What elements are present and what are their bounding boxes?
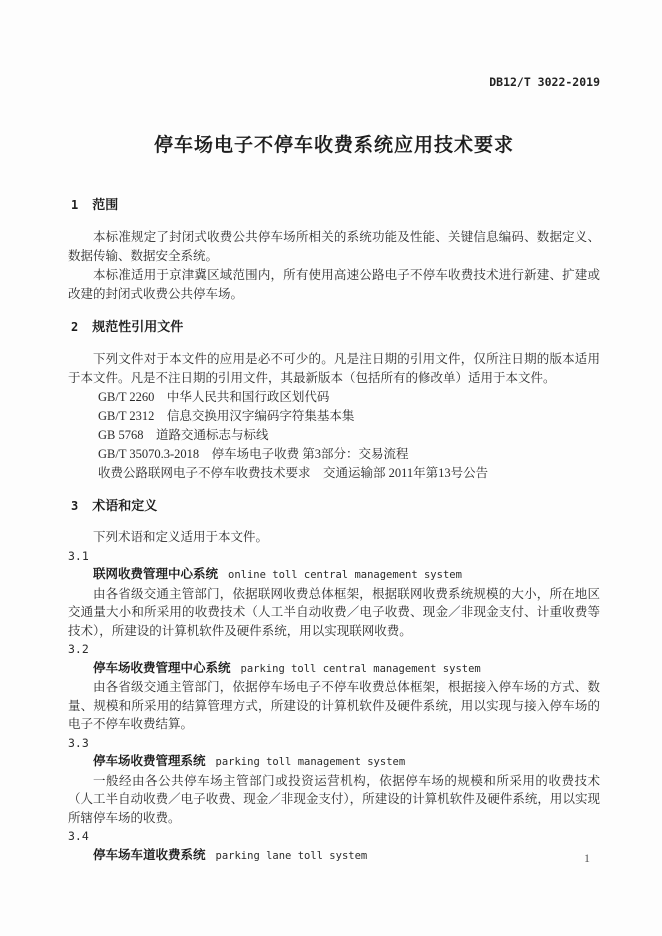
section-heading-scope — [68, 196, 600, 214]
term-number: 3.3 — [68, 735, 89, 750]
term-name-en: parking lane toll system — [215, 849, 368, 862]
term-heading — [68, 659, 600, 679]
term-number: 3.1 — [68, 548, 89, 563]
section-number: 2 — [71, 320, 79, 334]
term-name-en: parking toll management system — [215, 756, 406, 768]
section-heading-normative-refs — [68, 318, 600, 336]
scope-paragraph-1: 本标准规定了封闭式收费公共停车场所相关的系统功能及性能、关键信息编码、数据定义、数据传输、数据安全系统。 — [68, 230, 600, 263]
page-number: 1 — [584, 851, 590, 865]
term-name-en: online toll central management system — [228, 569, 462, 581]
section-title-text: 范围 — [92, 197, 119, 212]
reference-list — [68, 388, 600, 483]
normative-refs-intro: 下列文件对于本文件的应用是必不可少的。凡是注日期的引用文件，仅所注日期的版本适用于本文件。凡是不注日期的引用文件，其最新版本（包括所有的修改单）适用于本文件。 — [68, 352, 600, 385]
term-item — [68, 640, 600, 734]
term-definition: 由各省级交通主管部门，依据联网收费总体框架，根据联网收费系统规模的大小，所在地区交通量大小和所采用的收费技术（人工半自动收费／电子收费、现金／非现金支付、计重收费等技术），所建设的计算机软件及硬件系统，用以实现联网收费。 — [68, 586, 600, 638]
term-heading — [68, 752, 600, 772]
section-number: 1 — [71, 198, 79, 212]
term-item — [68, 547, 600, 641]
term-name-zh: 停车场收费管理系统 — [93, 754, 206, 768]
doc-code: DB12/T 3022-2019 — [489, 75, 600, 89]
section-title-text: 规范性引用文件 — [92, 319, 184, 334]
terms-block — [68, 528, 600, 865]
scope-paragraph-2: 本标准适用于京津冀区域范围内，所有使用高速公路电子不停车收费技术进行新建、扩建或改建的封闭式收费公共停车场。 — [68, 268, 600, 301]
section-heading-terms — [68, 497, 600, 515]
reference-item: GB/T 2260 中华人民共和国行政区划代码 — [98, 390, 330, 404]
term-heading — [68, 846, 600, 866]
term-name-zh: 停车场收费管理中心系统 — [93, 660, 231, 675]
term-heading — [68, 565, 600, 585]
reference-item: 收费公路联网电子不停车收费技术要求 交通运输部 2011年第13号公告 — [98, 466, 489, 480]
term-item — [68, 734, 600, 828]
term-item — [68, 827, 600, 865]
section-number: 3 — [71, 499, 79, 513]
term-number: 3.4 — [68, 829, 89, 843]
term-number: 3.2 — [68, 642, 89, 656]
reference-item: GB 5768 道路交通标志与标线 — [98, 428, 269, 442]
reference-item: GB/T 2312 信息交换用汉字编码字符集基本集 — [98, 409, 355, 423]
doc-title: 停车场电子不停车收费系统应用技术要求 — [153, 135, 514, 156]
term-definition: 由各省级交通主管部门，依据停车场电子不停车收费总体框架，根据接入停车场的方式、数量、规模和所采用的结算管理方式，所建设的计算机软件及硬件系统，用以实现与接入停车场的电子不停车收费结算。 — [68, 680, 600, 731]
term-name-en: parking toll central management system — [240, 662, 481, 675]
term-name-zh: 联网收费管理中心系统 — [93, 567, 219, 581]
reference-item: GB/T 35070.3-2018 停车场电子收费 第3部分：交易流程 — [98, 447, 409, 461]
term-definition: 一般经由各公共停车场主管部门或投资运营机构，依据停车场的规模和所采用的收费技术（人工半自动收费／电子收费、现金／非现金支付），所建设的计算机软件及硬件系统，用以实现所辖停车场的收费。 — [68, 773, 600, 825]
section-title-text: 术语和定义 — [92, 498, 158, 513]
terms-intro: 下列术语和定义适用于本文件。 — [93, 530, 269, 544]
term-name-zh: 停车场车道收费系统 — [93, 847, 206, 862]
